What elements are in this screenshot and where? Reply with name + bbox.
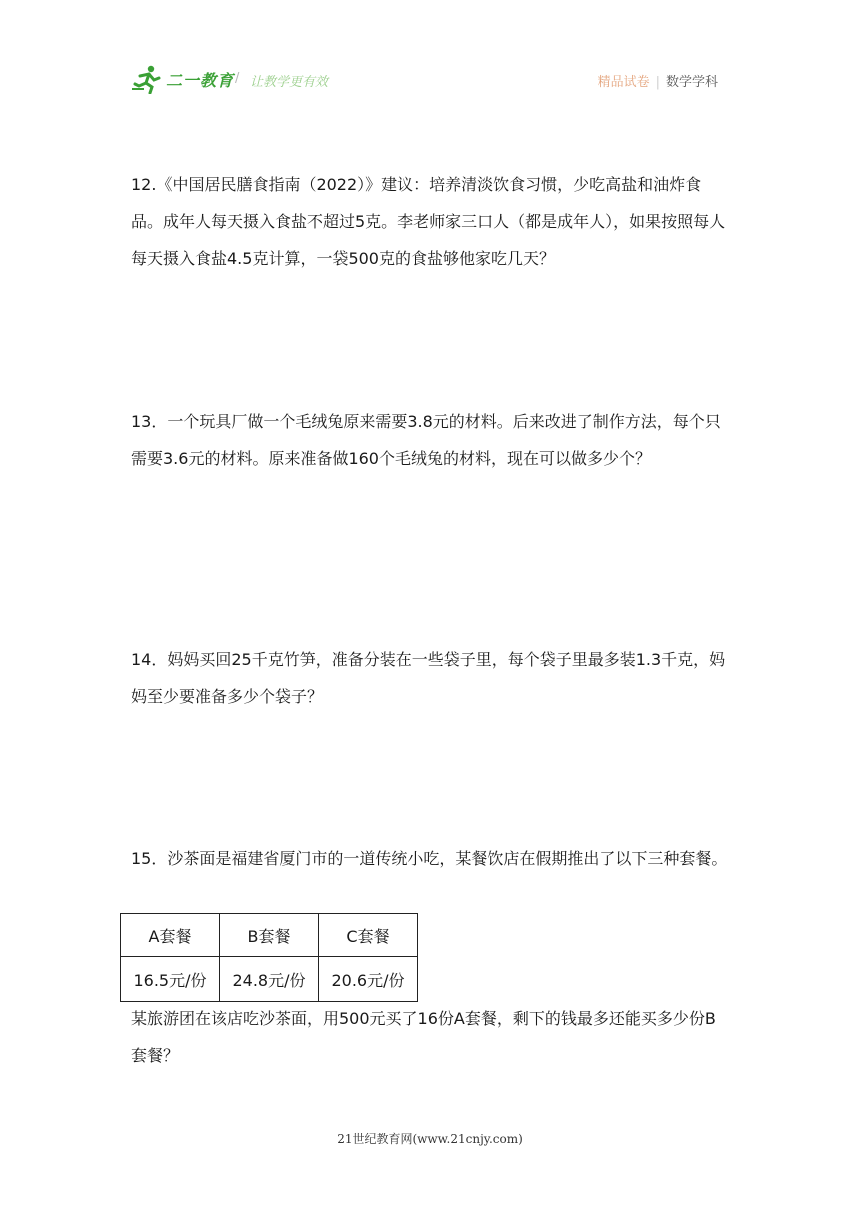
question-13: 13．一个玩具厂做一个毛绒兔原来需要3.8元的材料。后来改进了制作方法，每个只需要3.6元的材料。原来准备做160个毛绒兔的材料，现在可以做多少个？ bbox=[131, 412, 721, 468]
table-price-row bbox=[121, 957, 418, 1002]
header-slash: / bbox=[235, 71, 240, 86]
table-header-cell: C套餐 bbox=[319, 914, 418, 957]
header-right bbox=[598, 71, 718, 90]
table-header-cell: B套餐 bbox=[220, 914, 319, 957]
table-price-cell: 24.8元/份 bbox=[220, 957, 319, 1002]
subject-label: 数学学科 bbox=[665, 75, 718, 90]
table-header-row bbox=[121, 914, 418, 957]
question-12: 12.《中国居民膳食指南（2022）》建议：培养清淡饮食习惯，少吃高盐和油炸食品。成年人每天摄入食盐不超过5克。李老师家三口人（都是成年人），如果按照每人每天摄入食盐4.5克计算，一袋500克的食盐够他家吃几天？ bbox=[131, 175, 726, 268]
question-15-text: 某旅游团在该店吃沙茶面，用500元买了16份A套餐，剩下的钱最多还能买多少份B套餐？ bbox=[131, 1009, 716, 1065]
page-header bbox=[0, 0, 860, 110]
table-price-cell: 16.5元/份 bbox=[121, 957, 220, 1002]
brand-name: 二一教育 bbox=[166, 71, 235, 90]
running-figure-logo-icon bbox=[132, 64, 162, 94]
question-15-intro: 15．沙茶面是福建省厦门市的一道传统小吃，某餐饮店在假期推出了以下三种套餐。 bbox=[131, 849, 728, 868]
question-14: 14．妈妈买回25千克竹笋，准备分装在一些袋子里，每个袋子里最多装1.3千克，妈妈至少要准备多少个袋子？ bbox=[131, 650, 726, 706]
table-price-cell: 20.6元/份 bbox=[319, 957, 418, 1002]
page-footer: 21世纪教育网(www.21cnjy.com) bbox=[337, 1132, 523, 1146]
header-separator: | bbox=[655, 75, 660, 90]
brand-slogan: 让教学更有效 bbox=[250, 75, 329, 90]
quality-tag: 精品试卷 bbox=[597, 75, 650, 90]
table-header-cell: A套餐 bbox=[121, 914, 220, 957]
set-meal-price-table bbox=[120, 913, 418, 1002]
